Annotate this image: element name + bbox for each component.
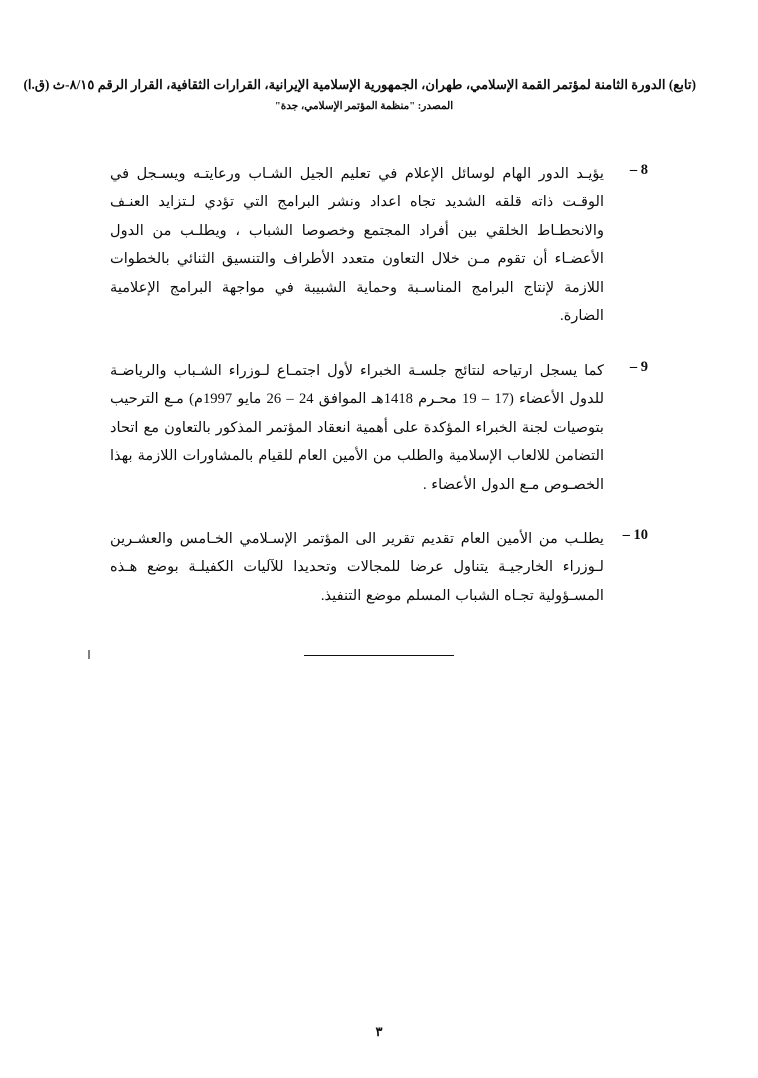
clause-number: 9 –	[629, 358, 648, 375]
document-body	[110, 160, 648, 636]
clause-number: 10 –	[622, 526, 648, 543]
clause-item	[110, 357, 648, 499]
clause-text: يؤيـد الدور الهام لوسائل الإعلام في تعليم الجيل الشـاب ورعايتـه ويسـجل في الوقـت ذاته قلقه الشديد تجاه اعداد ونشر البرامج التي تؤدي لـتزايد العنـف والانحطـاط الخلقي بين أفراد المجتمع وخصوصا الشباب ، ويطلـب من الدول الأعضـاء أن تقوم مـن خلال التعاون متعدد الأطراف والتنسيق الثنائي بالخطوات اللازمة لإنتاج البرامج المناسـبة وحماية الشبيبة في مواجهة البرامج الإعلامية الضارة.	[110, 166, 604, 325]
clause-text: كما يسجل ارتياحه لنتائج جلسـة الخبراء لأول اجتمـاع لـوزراء الشـباب والرياضـة للدول الأعضاء (17 – 19 محـرم 1418هـ الموافق 24 – 26 مايو 1997م) مـع الترحيب بتوصيات لجنة الخبراء المؤكدة على أهمية انعقاد المؤتمر المذكور بالتعاون مع اتحاد التضامن للالعاب الإسلامية والطلب من الأمين العام للقيام بالمشاورات اللازمة بهذا الخصـوص مـع الدول الأعضاء .	[110, 362, 605, 493]
clause-item	[110, 525, 648, 610]
header-title: (تابع) الدورة الثامنة لمؤتمر القمة الإسلامي، طهران، الجمهورية الإسلامية الإيرانية، القرارات الثقافية، القرار الرقم ٨/١٥-ث (ق.ا)	[23, 77, 696, 92]
page-number: ٣	[375, 1024, 383, 1039]
clause-item	[110, 160, 648, 331]
clause-number: 8 –	[629, 162, 648, 178]
document-header	[23, 76, 696, 113]
clause-text: يطلـب من الأمين العام تقديم تقرير الى المؤتمر الإسـلامي الخـامس والعشـرين لـوزراء الخارجيـة يتناول عرضا للمجالات وتحديدا للآليات الكفيلـة بوضع هـذه المسـؤولية تجـاه الشباب المسلم موضع التنفيذ.	[110, 530, 604, 604]
horizontal-divider	[0, 655, 758, 656]
header-source: المصدر: "منظمة المؤتمر الإسلامي، جدة"	[274, 101, 454, 113]
